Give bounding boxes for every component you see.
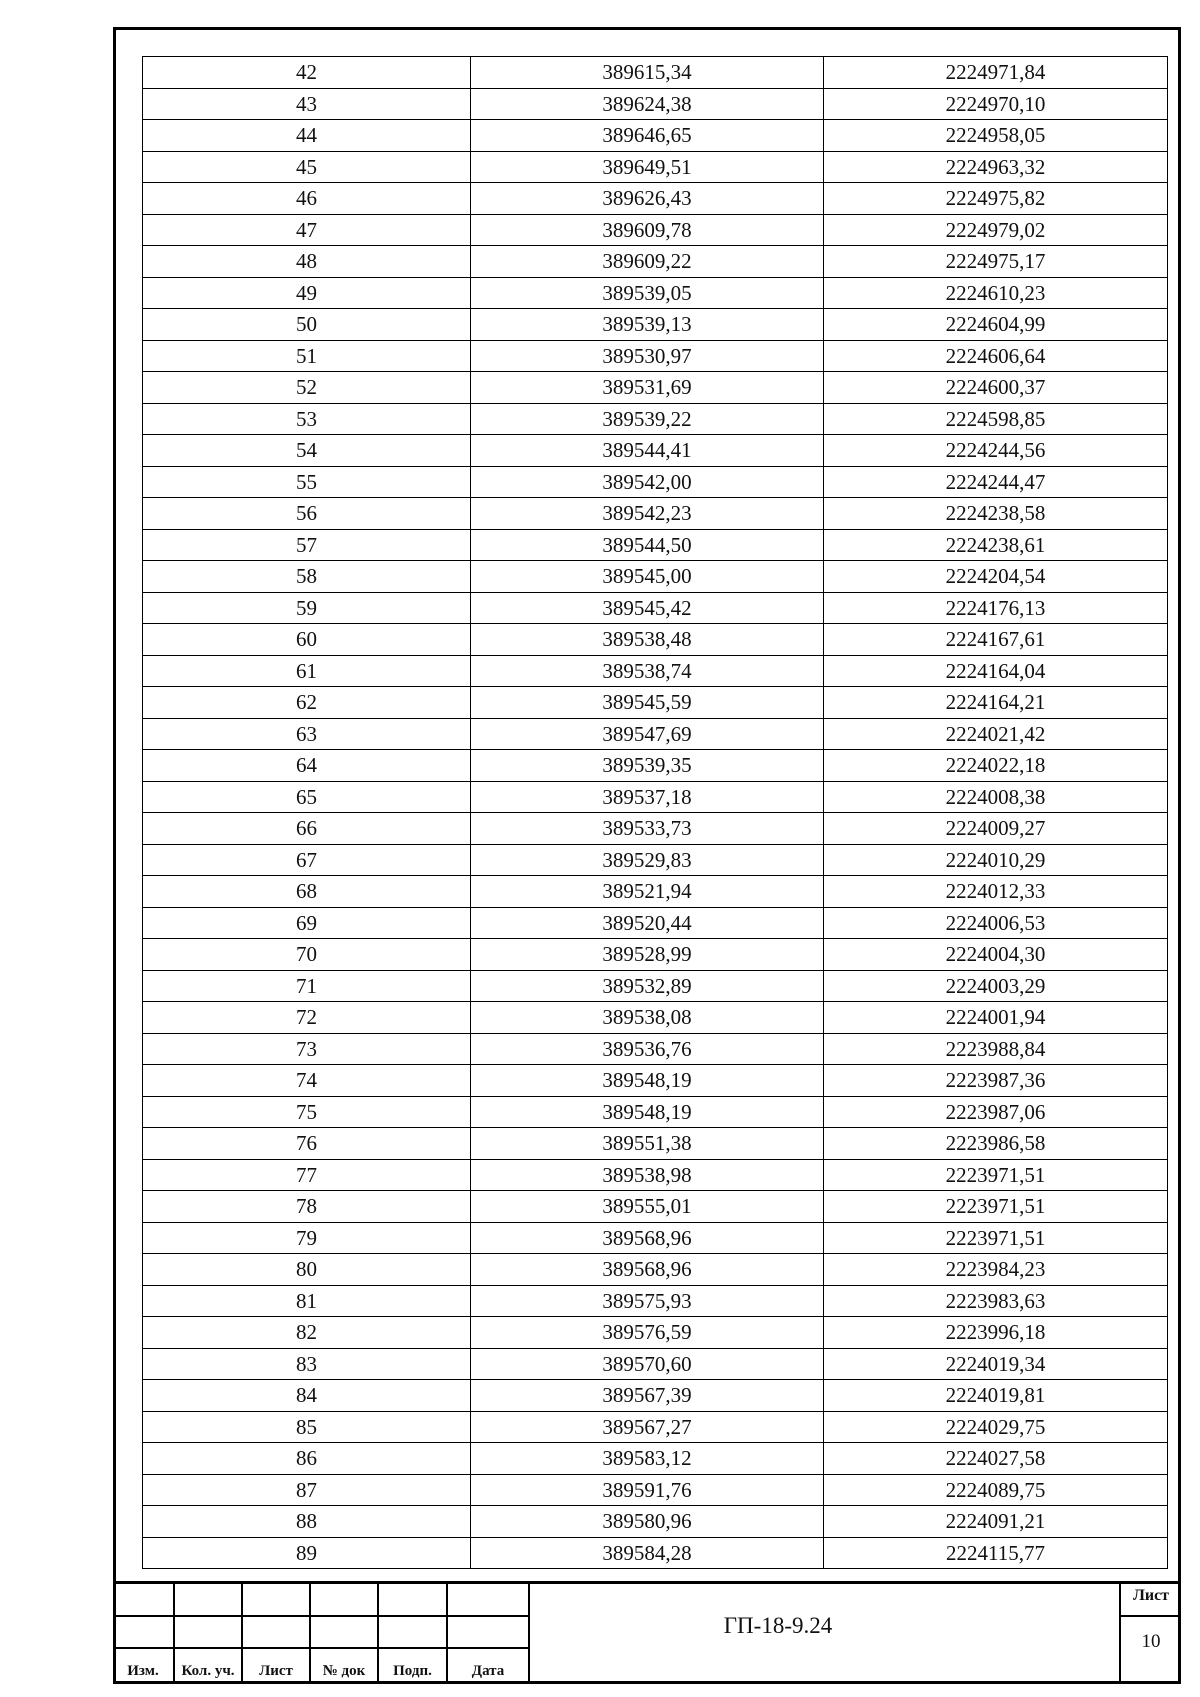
table-row — [143, 687, 1168, 719]
point-number-cell: 54 — [143, 435, 471, 467]
table-row — [143, 466, 1168, 498]
table-row — [143, 939, 1168, 971]
table-row — [143, 1191, 1168, 1223]
x-coordinate-cell: 389584,28 — [471, 1537, 824, 1569]
point-number-cell: 62 — [143, 687, 471, 719]
coordinates-table — [142, 56, 1168, 1569]
table-row — [143, 151, 1168, 183]
title-block-rule — [1121, 1615, 1181, 1617]
coordinates-table-body — [143, 57, 1168, 1569]
table-row — [143, 88, 1168, 120]
x-coordinate-cell: 389542,00 — [471, 466, 824, 498]
x-coordinate-cell: 389568,96 — [471, 1222, 824, 1254]
y-coordinate-cell: 2224600,37 — [824, 372, 1168, 404]
table-row — [143, 1285, 1168, 1317]
table-row — [143, 435, 1168, 467]
y-coordinate-cell: 2224008,38 — [824, 781, 1168, 813]
table-row — [143, 1506, 1168, 1538]
y-coordinate-cell: 2224029,75 — [824, 1411, 1168, 1443]
x-coordinate-cell: 389521,94 — [471, 876, 824, 908]
y-coordinate-cell: 2223971,51 — [824, 1159, 1168, 1191]
stamp-label-list: Лист — [259, 1663, 293, 1679]
y-coordinate-cell: 2224164,04 — [824, 655, 1168, 687]
x-coordinate-cell: 389520,44 — [471, 907, 824, 939]
table-row — [143, 1065, 1168, 1097]
table-row — [143, 844, 1168, 876]
point-number-cell: 65 — [143, 781, 471, 813]
table-row — [143, 1128, 1168, 1160]
y-coordinate-cell: 2224009,27 — [824, 813, 1168, 845]
x-coordinate-cell: 389646,65 — [471, 120, 824, 152]
x-coordinate-cell: 389567,27 — [471, 1411, 824, 1443]
sheet-label: Лист — [1132, 1587, 1170, 1604]
y-coordinate-cell: 2224010,29 — [824, 844, 1168, 876]
table-row — [143, 214, 1168, 246]
y-coordinate-cell: 2224604,99 — [824, 309, 1168, 341]
x-coordinate-cell: 389591,76 — [471, 1474, 824, 1506]
x-coordinate-cell: 389530,97 — [471, 340, 824, 372]
table-row — [143, 1348, 1168, 1380]
point-number-cell: 63 — [143, 718, 471, 750]
title-block-top-border — [113, 1581, 1181, 1584]
table-row — [143, 340, 1168, 372]
stamp-label-izm: Изм. — [127, 1663, 159, 1679]
stamp-label-podp: Подп. — [393, 1663, 432, 1679]
y-coordinate-cell: 2224598,85 — [824, 403, 1168, 435]
x-coordinate-cell: 389568,96 — [471, 1254, 824, 1286]
point-number-cell: 42 — [143, 57, 471, 89]
point-number-cell: 58 — [143, 561, 471, 593]
sheet-number: 10 — [1141, 1631, 1161, 1652]
y-coordinate-cell: 2224975,82 — [824, 183, 1168, 215]
x-coordinate-cell: 389539,05 — [471, 277, 824, 309]
x-coordinate-cell: 389609,22 — [471, 246, 824, 278]
x-coordinate-cell: 389529,83 — [471, 844, 824, 876]
y-coordinate-cell: 2223984,23 — [824, 1254, 1168, 1286]
y-coordinate-cell: 2224244,56 — [824, 435, 1168, 467]
y-coordinate-cell: 2223971,51 — [824, 1191, 1168, 1223]
point-number-cell: 72 — [143, 1002, 471, 1034]
x-coordinate-cell: 389539,35 — [471, 750, 824, 782]
x-coordinate-cell: 389649,51 — [471, 151, 824, 183]
y-coordinate-cell: 2224958,05 — [824, 120, 1168, 152]
y-coordinate-cell: 2224001,94 — [824, 1002, 1168, 1034]
x-coordinate-cell: 389545,42 — [471, 592, 824, 624]
x-coordinate-cell: 389545,59 — [471, 687, 824, 719]
y-coordinate-cell: 2224167,61 — [824, 624, 1168, 656]
y-coordinate-cell: 2224610,23 — [824, 277, 1168, 309]
table-row — [143, 624, 1168, 656]
point-number-cell: 46 — [143, 183, 471, 215]
table-row — [143, 655, 1168, 687]
table-row — [143, 970, 1168, 1002]
y-coordinate-cell: 2224971,84 — [824, 57, 1168, 89]
x-coordinate-cell: 389539,13 — [471, 309, 824, 341]
y-coordinate-cell: 2224204,54 — [824, 561, 1168, 593]
x-coordinate-cell: 389533,73 — [471, 813, 824, 845]
table-row — [143, 907, 1168, 939]
y-coordinate-cell: 2224606,64 — [824, 340, 1168, 372]
table-row — [143, 498, 1168, 530]
y-coordinate-cell: 2224963,32 — [824, 151, 1168, 183]
table-row — [143, 120, 1168, 152]
table-row — [143, 1474, 1168, 1506]
point-number-cell: 48 — [143, 246, 471, 278]
table-row — [143, 1033, 1168, 1065]
table-row — [143, 183, 1168, 215]
x-coordinate-cell: 389576,59 — [471, 1317, 824, 1349]
document-code: ГП-18-9.24 — [723, 1613, 833, 1638]
table-row — [143, 277, 1168, 309]
point-number-cell: 88 — [143, 1506, 471, 1538]
table-row — [143, 1096, 1168, 1128]
y-coordinate-cell: 2224021,42 — [824, 718, 1168, 750]
point-number-cell: 60 — [143, 624, 471, 656]
point-number-cell: 44 — [143, 120, 471, 152]
table-row — [143, 781, 1168, 813]
x-coordinate-cell: 389548,19 — [471, 1096, 824, 1128]
y-coordinate-cell: 2224027,58 — [824, 1443, 1168, 1475]
x-coordinate-cell: 389575,93 — [471, 1285, 824, 1317]
y-coordinate-cell: 2223971,51 — [824, 1222, 1168, 1254]
stamp-label-kol-uch: Кол. уч. — [181, 1663, 235, 1679]
y-coordinate-cell: 2224022,18 — [824, 750, 1168, 782]
point-number-cell: 55 — [143, 466, 471, 498]
point-number-cell: 69 — [143, 907, 471, 939]
table-row — [143, 529, 1168, 561]
point-number-cell: 82 — [143, 1317, 471, 1349]
point-number-cell: 64 — [143, 750, 471, 782]
point-number-cell: 80 — [143, 1254, 471, 1286]
y-coordinate-cell: 2223988,84 — [824, 1033, 1168, 1065]
x-coordinate-cell: 389544,50 — [471, 529, 824, 561]
point-number-cell: 50 — [143, 309, 471, 341]
x-coordinate-cell: 389536,76 — [471, 1033, 824, 1065]
point-number-cell: 68 — [143, 876, 471, 908]
point-number-cell: 49 — [143, 277, 471, 309]
table-row — [143, 1537, 1168, 1569]
y-coordinate-cell: 2224012,33 — [824, 876, 1168, 908]
table-row — [143, 750, 1168, 782]
x-coordinate-cell: 389551,38 — [471, 1128, 824, 1160]
point-number-cell: 76 — [143, 1128, 471, 1160]
y-coordinate-cell: 2224115,77 — [824, 1537, 1168, 1569]
y-coordinate-cell: 2224003,29 — [824, 970, 1168, 1002]
point-number-cell: 74 — [143, 1065, 471, 1097]
y-coordinate-cell: 2224006,53 — [824, 907, 1168, 939]
table-row — [143, 718, 1168, 750]
table-row — [143, 309, 1168, 341]
x-coordinate-cell: 389548,19 — [471, 1065, 824, 1097]
y-coordinate-cell: 2224238,58 — [824, 498, 1168, 530]
y-coordinate-cell: 2224004,30 — [824, 939, 1168, 971]
table-row — [143, 876, 1168, 908]
y-coordinate-cell: 2224238,61 — [824, 529, 1168, 561]
point-number-cell: 70 — [143, 939, 471, 971]
point-number-cell: 67 — [143, 844, 471, 876]
point-number-cell: 52 — [143, 372, 471, 404]
table-row — [143, 561, 1168, 593]
table-row — [143, 592, 1168, 624]
x-coordinate-cell: 389539,22 — [471, 403, 824, 435]
title-block-rule — [113, 1647, 528, 1649]
point-number-cell: 78 — [143, 1191, 471, 1223]
x-coordinate-cell: 389538,48 — [471, 624, 824, 656]
y-coordinate-cell: 2223987,36 — [824, 1065, 1168, 1097]
y-coordinate-cell: 2223987,06 — [824, 1096, 1168, 1128]
point-number-cell: 71 — [143, 970, 471, 1002]
y-coordinate-cell: 2224176,13 — [824, 592, 1168, 624]
point-number-cell: 79 — [143, 1222, 471, 1254]
table-row — [143, 1380, 1168, 1412]
point-number-cell: 77 — [143, 1159, 471, 1191]
y-coordinate-cell: 2224019,81 — [824, 1380, 1168, 1412]
point-number-cell: 66 — [143, 813, 471, 845]
x-coordinate-cell: 389544,41 — [471, 435, 824, 467]
x-coordinate-cell: 389542,23 — [471, 498, 824, 530]
point-number-cell: 53 — [143, 403, 471, 435]
point-number-cell: 47 — [143, 214, 471, 246]
y-coordinate-cell: 2223996,18 — [824, 1317, 1168, 1349]
y-coordinate-cell: 2224091,21 — [824, 1506, 1168, 1538]
y-coordinate-cell: 2224975,17 — [824, 246, 1168, 278]
x-coordinate-cell: 389555,01 — [471, 1191, 824, 1223]
table-row — [143, 1254, 1168, 1286]
table-row — [143, 246, 1168, 278]
y-coordinate-cell: 2223983,63 — [824, 1285, 1168, 1317]
x-coordinate-cell: 389545,00 — [471, 561, 824, 593]
table-row — [143, 372, 1168, 404]
x-coordinate-cell: 389537,18 — [471, 781, 824, 813]
x-coordinate-cell: 389532,89 — [471, 970, 824, 1002]
x-coordinate-cell: 389624,38 — [471, 88, 824, 120]
table-row — [143, 1002, 1168, 1034]
title-block — [113, 1583, 1181, 1684]
point-number-cell: 43 — [143, 88, 471, 120]
x-coordinate-cell: 389547,69 — [471, 718, 824, 750]
point-number-cell: 51 — [143, 340, 471, 372]
point-number-cell: 85 — [143, 1411, 471, 1443]
x-coordinate-cell: 389528,99 — [471, 939, 824, 971]
x-coordinate-cell: 389609,78 — [471, 214, 824, 246]
x-coordinate-cell: 389538,98 — [471, 1159, 824, 1191]
table-row — [143, 1222, 1168, 1254]
point-number-cell: 45 — [143, 151, 471, 183]
point-number-cell: 61 — [143, 655, 471, 687]
point-number-cell: 84 — [143, 1380, 471, 1412]
point-number-cell: 75 — [143, 1096, 471, 1128]
table-row — [143, 1411, 1168, 1443]
stamp-label-data: Дата — [471, 1663, 505, 1679]
x-coordinate-cell: 389538,74 — [471, 655, 824, 687]
x-coordinate-cell: 389615,34 — [471, 57, 824, 89]
x-coordinate-cell: 389580,96 — [471, 1506, 824, 1538]
point-number-cell: 57 — [143, 529, 471, 561]
y-coordinate-cell: 2224979,02 — [824, 214, 1168, 246]
x-coordinate-cell: 389538,08 — [471, 1002, 824, 1034]
point-number-cell: 83 — [143, 1348, 471, 1380]
point-number-cell: 73 — [143, 1033, 471, 1065]
table-row — [143, 1317, 1168, 1349]
y-coordinate-cell: 2223986,58 — [824, 1128, 1168, 1160]
x-coordinate-cell: 389531,69 — [471, 372, 824, 404]
table-row — [143, 403, 1168, 435]
table-row — [143, 813, 1168, 845]
y-coordinate-cell: 2224244,47 — [824, 466, 1168, 498]
y-coordinate-cell: 2224164,21 — [824, 687, 1168, 719]
table-row — [143, 1443, 1168, 1475]
y-coordinate-cell: 2224970,10 — [824, 88, 1168, 120]
title-block-rule — [113, 1615, 528, 1617]
point-number-cell: 87 — [143, 1474, 471, 1506]
point-number-cell: 59 — [143, 592, 471, 624]
stamp-label-doc-no: № док — [322, 1663, 366, 1679]
point-number-cell: 81 — [143, 1285, 471, 1317]
point-number-cell: 86 — [143, 1443, 471, 1475]
x-coordinate-cell: 389583,12 — [471, 1443, 824, 1475]
point-number-cell: 56 — [143, 498, 471, 530]
x-coordinate-cell: 389626,43 — [471, 183, 824, 215]
point-number-cell: 89 — [143, 1537, 471, 1569]
y-coordinate-cell: 2224019,34 — [824, 1348, 1168, 1380]
x-coordinate-cell: 389570,60 — [471, 1348, 824, 1380]
table-row — [143, 57, 1168, 89]
y-coordinate-cell: 2224089,75 — [824, 1474, 1168, 1506]
table-row — [143, 1159, 1168, 1191]
x-coordinate-cell: 389567,39 — [471, 1380, 824, 1412]
